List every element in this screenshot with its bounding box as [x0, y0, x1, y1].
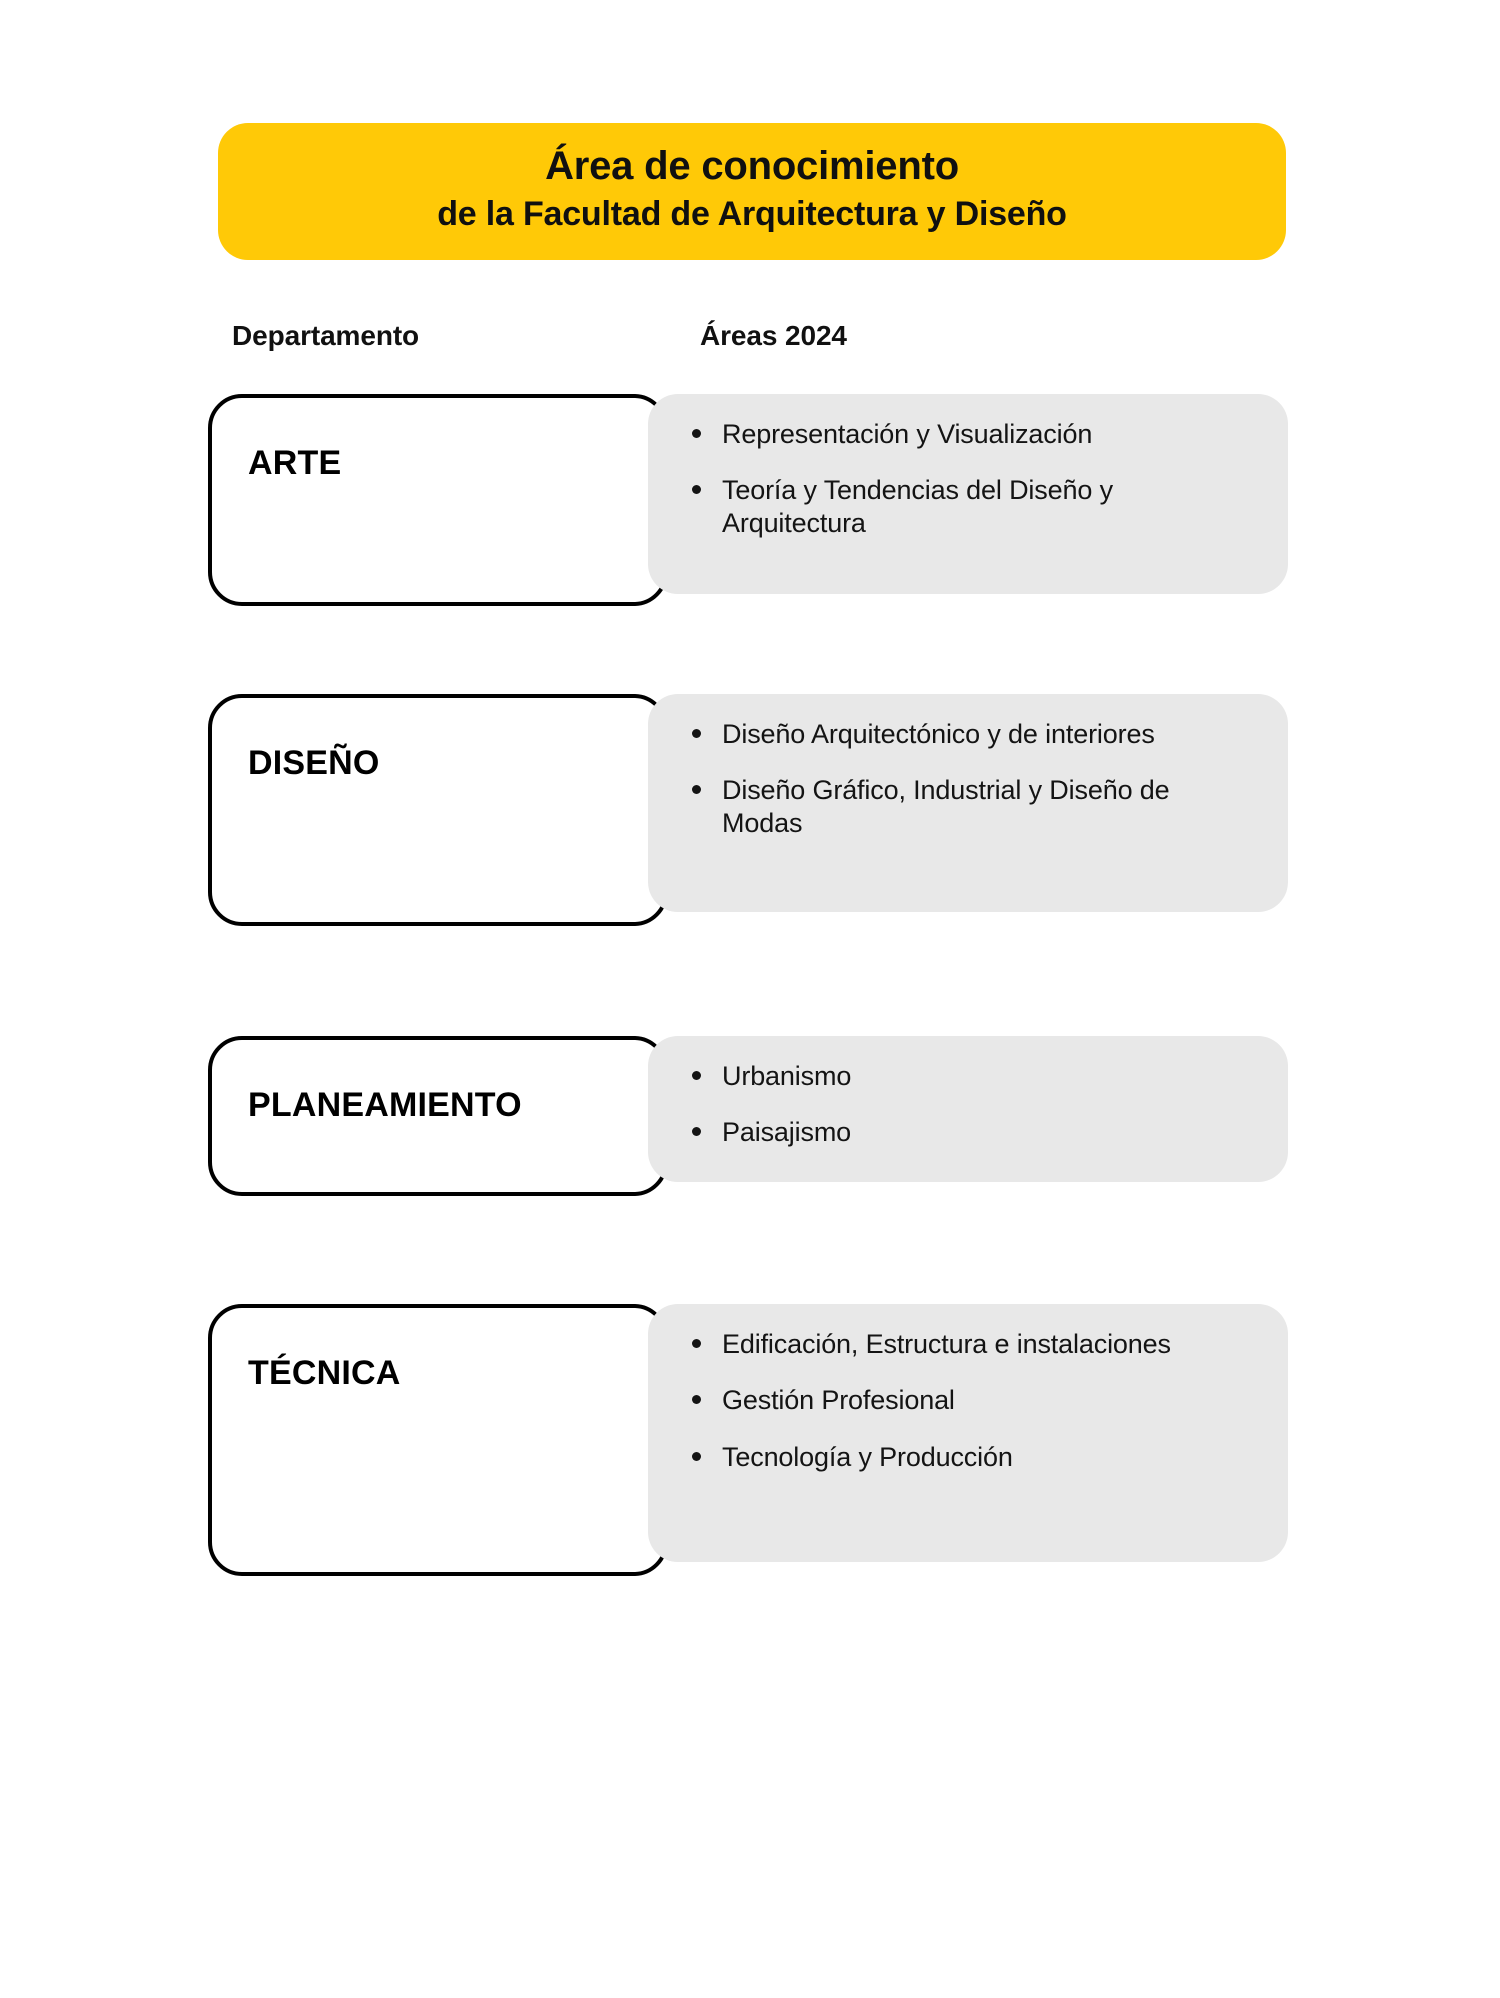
column-header-departamento: Departamento: [232, 320, 420, 351]
department-box: [208, 694, 668, 926]
area-text: Paisajismo: [722, 1117, 852, 1148]
list-item: [688, 1384, 1254, 1416]
areas-panel: [648, 694, 1288, 912]
department-name: DISEÑO: [248, 744, 380, 782]
areas-list: [688, 1060, 1254, 1149]
areas-panel: [648, 1304, 1288, 1562]
bullet-icon: [692, 1452, 701, 1461]
bullet-icon: [692, 485, 701, 494]
area-text: Diseño Arquitectónico y de interiores: [722, 719, 1155, 749]
bullet-icon: [692, 1127, 701, 1136]
area-text: Teoría y Tendencias del Diseño y Arquitectura: [722, 475, 1113, 538]
department-box: [208, 1304, 668, 1576]
area-text: Urbanismo: [722, 1061, 852, 1091]
header-banner: [218, 123, 1286, 260]
bullet-icon: [692, 429, 701, 438]
areas-panel: [648, 1036, 1288, 1182]
table-row: [0, 394, 1500, 606]
areas-list: [688, 1328, 1254, 1473]
areas-list: [688, 418, 1254, 539]
area-text: Representación y Visualización: [722, 419, 1093, 449]
list-item: [688, 418, 1254, 450]
area-text: Edificación, Estructura e instalaciones: [722, 1329, 1171, 1359]
department-name: ARTE: [248, 444, 342, 482]
area-text: Tecnología y Producción: [722, 1441, 1013, 1472]
bullet-icon: [692, 785, 701, 794]
page-title: Área de conocimiento: [545, 143, 959, 188]
areas-list: [688, 718, 1254, 839]
table-row: [0, 1304, 1500, 1576]
list-item: [688, 1116, 1254, 1148]
list-item: [688, 1060, 1254, 1092]
bullet-icon: [692, 1339, 701, 1348]
department-name: PLANEAMIENTO: [248, 1086, 522, 1124]
table-row: [0, 1036, 1500, 1196]
page-subtitle: de la Facultad de Arquitectura y Diseño: [437, 195, 1067, 234]
table-row: [0, 694, 1500, 926]
list-item: [688, 718, 1254, 750]
areas-panel: [648, 394, 1288, 594]
area-text: Gestión Profesional: [722, 1385, 955, 1416]
department-name: TÉCNICA: [248, 1354, 401, 1392]
bullet-icon: [692, 729, 701, 738]
bullet-icon: [692, 1395, 701, 1404]
list-item: [688, 474, 1254, 539]
department-box: [208, 394, 668, 606]
column-headers: [0, 320, 1500, 366]
area-text: Diseño Gráfico, Industrial y Diseño de Modas: [722, 775, 1170, 838]
bullet-icon: [692, 1071, 701, 1080]
list-item: [688, 774, 1254, 839]
list-item: [688, 1441, 1254, 1473]
column-header-areas: Áreas 2024: [700, 320, 847, 351]
list-item: [688, 1328, 1254, 1360]
